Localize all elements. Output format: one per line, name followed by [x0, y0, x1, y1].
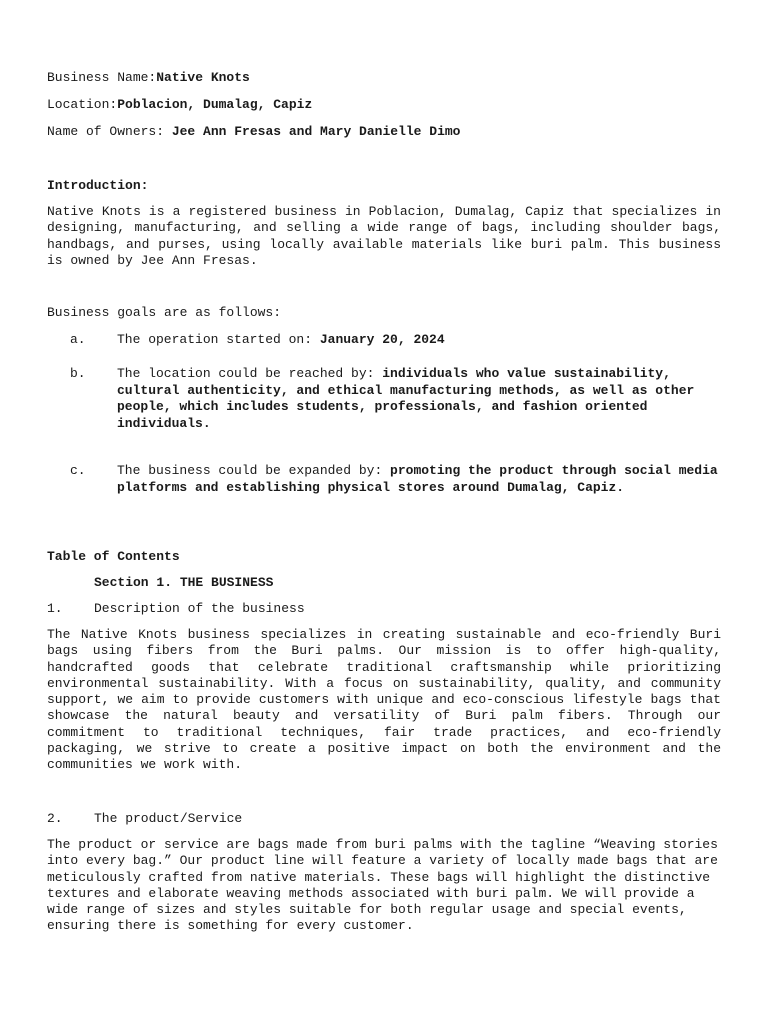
toc-heading: Table of Contents [47, 549, 180, 564]
location: Poblacion, Dumalag, Capiz [117, 97, 313, 112]
goal-lead: The operation started on: [117, 332, 320, 347]
goal-letter: a. [70, 332, 86, 347]
goal-lead: The business could be expanded by: [117, 463, 391, 478]
section-body: The Native Knots business specializes in creating sustainable and eco-friendly Buri bags using fibers from the Buri palms. Our mission is to offer high-quality, handcrafted goods that celebrate traditional craftsmanship while prioritizing environmental sustainability. With a focus on sustainability, quality, and community support, we aim to provide customers with unique and eco-conscious lifestyle bags that showcase the natural beauty and versatility of Buri palm fibers. Through our commitment to traditional techniques, fair trade practices, and eco-friendly packaging, we strive to create a positive impact on both the environment and the communities we work with. [47, 627, 721, 773]
section-number: 2. [47, 811, 63, 826]
location-label: Location: [47, 97, 118, 112]
section-title: The product/Service [94, 811, 243, 826]
toc-section: Section 1. THE BUSINESS [94, 575, 274, 590]
goal-value: January 20, 2024 [319, 332, 445, 347]
goal-lead: The location could be reached by: [117, 366, 383, 381]
owners-label: Name of Owners: [47, 124, 172, 139]
location-line [47, 97, 312, 113]
business-name-label: Business Name: [47, 70, 157, 85]
goal-text [117, 366, 721, 432]
business-name: Native Knots [156, 70, 250, 85]
goal-letter: b. [70, 366, 86, 381]
goal-letter: c. [70, 463, 86, 478]
goals-heading: Business goals are as follows: [47, 305, 282, 320]
section-number: 1. [47, 601, 63, 616]
business-name-line [47, 70, 250, 86]
section-heading [47, 811, 243, 827]
section-heading [47, 601, 305, 617]
owners-line [47, 124, 460, 140]
section-body: The product or service are bags made from buri palms with the tagline “Weaving stories into every bag.” Our product line will feature a variety of locally made bags that are meticulously crafted from native materials. These bags will highlight the distinctive textures and elaborate weaving methods associated with buri palm. We will provide a wide range of sizes and styles suitable for both regular usage and special events, ensuring there is something for every customer. [47, 837, 718, 934]
section-title: Description of the business [94, 601, 305, 616]
goal-text [117, 332, 721, 349]
introduction-heading: Introduction: [47, 178, 149, 193]
goal-value: promoting the product through social media platforms and establishing physical stores around Dumalag, Capiz. [117, 463, 718, 495]
owners: Jee Ann Fresas and Mary Danielle Dimo [171, 124, 461, 139]
introduction-body: Native Knots is a registered business in Poblacion, Dumalag, Capiz that specializes in designing, manufacturing, and selling a wide range of bags, including shoulder bags, handbags, and purses, using locally available materials like buri palm. This business is owned by Jee Ann Fresas. [47, 204, 721, 268]
goal-value: individuals who value sustainability, cultural authenticity, and ethical manufacturing methods, as well as other people, which includes students, professionals, and fashion oriented individuals. [117, 366, 695, 431]
goal-text [117, 463, 721, 496]
